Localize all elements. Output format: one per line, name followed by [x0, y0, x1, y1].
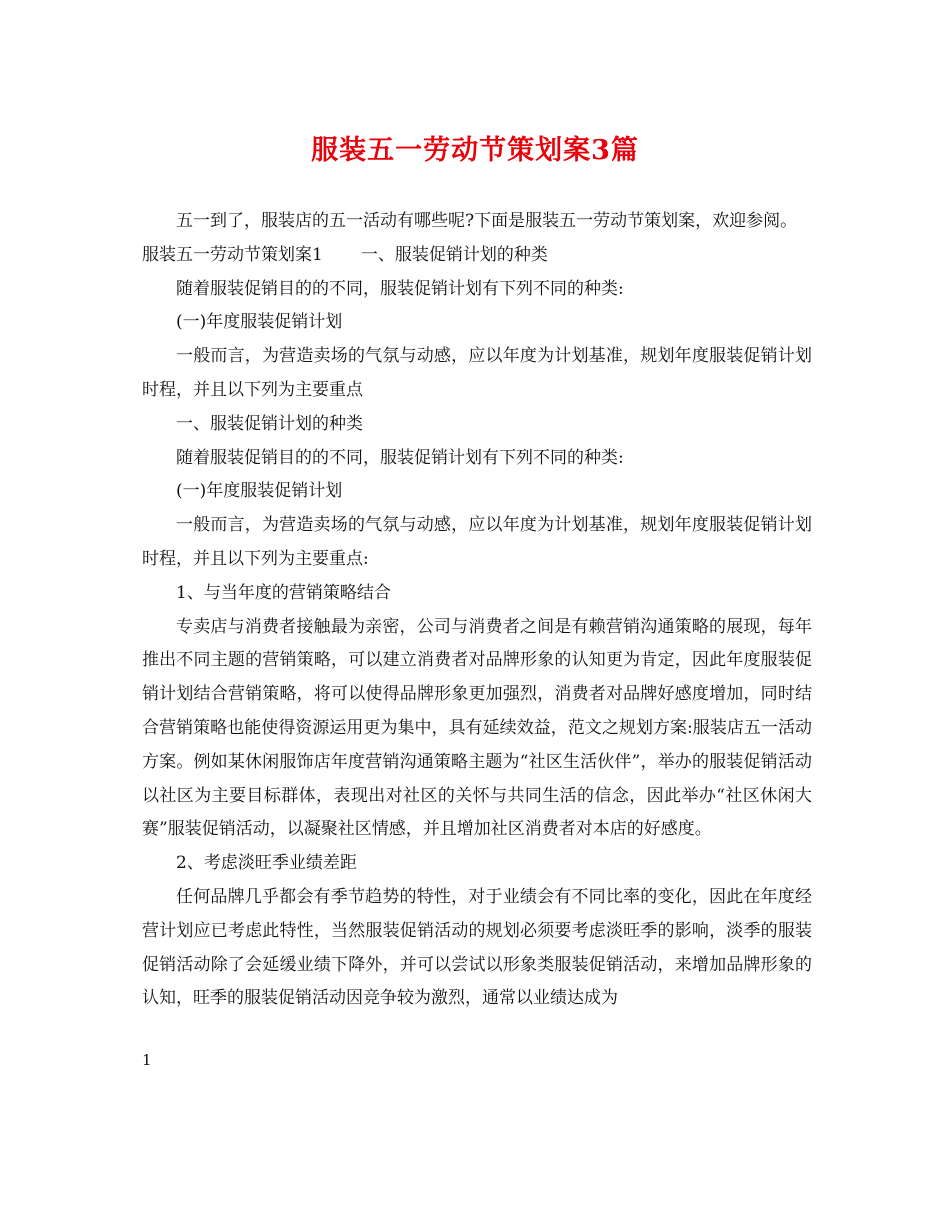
paragraph: 五一到了，服装店的五一活动有哪些呢?下面是服装五一劳动节策划案，欢迎参阅。 — [176, 211, 798, 231]
section-lead: 服装五一劳动节策划案1 — [142, 244, 323, 265]
section-heading: 一、服装促销计划的种类 — [360, 244, 548, 265]
paragraph: (一)年度服装促销计划 — [176, 312, 343, 333]
paragraph: 随着服装促销目的的不同，服装促销计划有下列不同的种类: — [176, 278, 624, 299]
paragraph: 一、服装促销计划的种类 — [176, 413, 363, 434]
document-body — [142, 205, 812, 1016]
paragraph-section-heading — [142, 239, 812, 273]
paragraph: 2、考虑淡旺季业绩差距 — [176, 853, 357, 874]
paragraph: 专卖店与消费者接触最为亲密，公司与消费者之间是有赖营销沟通策略的展现，每年推出不同主题的营销策略，可以建立消费者对品牌形象的认知更为肯定，因此年度服装促销计划结合营销策略，将可以使得品牌形象更加强烈，消费者对品牌好感度增加，同时结合营销策略也能使得资源运用更为集中，具有延续效益，范文之规划方案:服装店五一活动方案。例如某休闲服饰店年度营销沟通策略主题为“社区生活伙伴”，举办的服装促销活动以社区为主要目标群体，表现出对社区的关怀与共同生活的信念，因此举办“社区休闲大赛”服装促销活动，以凝聚社区情感，并且增加社区消费者对本店的好感度。 — [142, 616, 812, 840]
paragraph: 一般而言，为营造卖场的气氛与动感，应以年度为计划基准，规划年度服装促销计划时程，并且以下列为主要重点: — [142, 515, 812, 569]
paragraph: 一般而言，为营造卖场的气氛与动感，应以年度为计划基准，规划年度服装促销计划时程，并且以下列为主要重点 — [142, 346, 812, 400]
document-title: 服装五一劳动节策划案3篇 — [311, 135, 639, 166]
paragraph: 随着服装促销目的的不同，服装促销计划有下列不同的种类: — [176, 447, 624, 468]
paragraph: 1、与当年度的营销策略结合 — [176, 582, 391, 603]
paragraph: (一)年度服装促销计划 — [176, 481, 343, 502]
page-number: 1 — [142, 1051, 152, 1069]
paragraph: 任何品牌几乎都会有季节趋势的特性，对于业绩会有不同比率的变化，因此在年度经营计划应已考虑此特性，当然服装促销活动的规划必须要考虑淡旺季的影响，淡季的服装促销活动除了会延缓业绩下降外，并可以尝试以形象类服装促销活动，来增加品牌形象的认知，旺季的服装促销活动因竞争较为激烈，通常以业绩达成为 — [142, 886, 812, 1009]
